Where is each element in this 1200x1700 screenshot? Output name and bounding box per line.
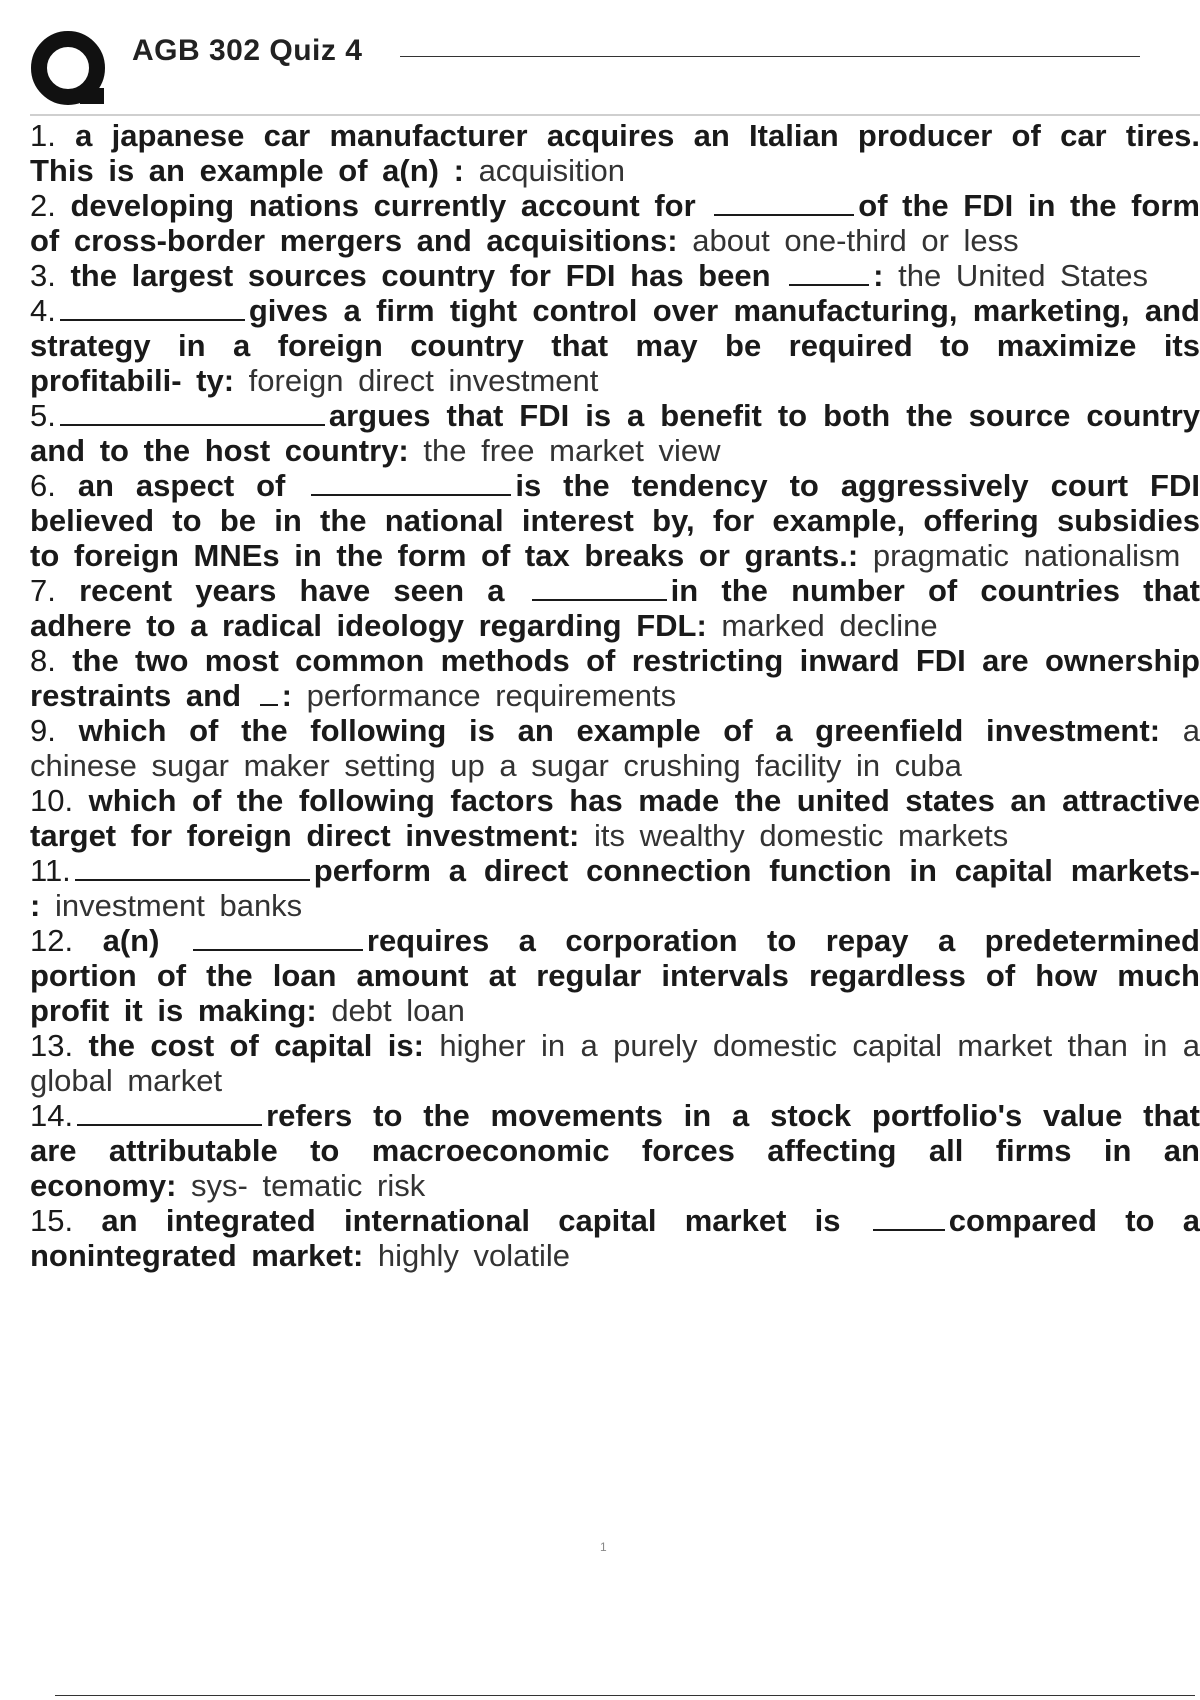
question-prompt: a japanese car manufacturer acquires an Italian producer of car tires. This is an example of a(n): [30, 118, 1200, 188]
question-prompt: recent years have seen a: [79, 573, 505, 608]
question-item: [30, 923, 1200, 1028]
document-title: AGB 302 Quiz 4: [132, 34, 363, 67]
question-number: 4.: [30, 293, 56, 328]
question-answer: debt loan: [331, 993, 465, 1028]
answer-blank: [311, 470, 511, 496]
answer-blank: [714, 190, 854, 216]
question-number: 1.: [30, 118, 56, 153]
question-number: 11.: [30, 853, 71, 888]
question-item: [30, 293, 1200, 398]
question-item: [30, 398, 1200, 468]
question-number: 8.: [30, 643, 56, 678]
question-prompt-end: :: [873, 258, 884, 293]
question-item: [30, 713, 1200, 783]
footer-rule: [55, 1695, 1195, 1696]
question-item: [30, 853, 1200, 923]
question-prompt: the largest sources country for FDI has been: [70, 258, 771, 293]
question-answer: about one-third or less: [692, 223, 1019, 258]
question-answer: its wealthy domestic markets: [593, 818, 1009, 853]
answer-blank: [260, 680, 278, 706]
question-prompt: which of the following is an example of a greenfield investment:: [78, 713, 1161, 748]
question-answer: performance requirements: [306, 678, 677, 713]
question-number: 7.: [30, 573, 56, 608]
quizlet-logo-icon: [28, 28, 112, 112]
question-answer: the free market view: [423, 433, 721, 468]
question-number: 15.: [30, 1203, 74, 1238]
question-number: 13.: [30, 1028, 74, 1063]
question-prompt-end: perform a direct connection function in capital markets- :: [30, 853, 1200, 923]
question-item: [30, 1028, 1200, 1098]
question-number: 2.: [30, 188, 56, 223]
answer-blank: [193, 925, 363, 951]
question-answer: acquisition: [478, 153, 626, 188]
answer-blank: [77, 1100, 262, 1126]
question-prompt: the two most common methods of restricting inward FDI are ownership restraints and: [30, 643, 1200, 713]
question-prompt: an integrated international capital market is: [101, 1203, 841, 1238]
question-item: [30, 573, 1200, 643]
question-prompt-end: requires a corporation to repay a predetermined portion of the loan amount at regular intervals regardless of how much profit it is making:: [30, 923, 1200, 1028]
answer-blank: [60, 400, 325, 426]
question-answer: the United States: [898, 258, 1148, 293]
answer-blank: [75, 855, 310, 881]
header-divider: [30, 114, 1200, 116]
question-answer: foreign direct investment: [248, 363, 599, 398]
question-list: [30, 118, 1200, 1273]
question-item: [30, 188, 1200, 258]
question-prompt-end: gives a firm tight control over manufacturing, marketing, and strategy in a foreign country that may be required to maximize its profitabili- ty:: [30, 293, 1200, 398]
answer-blank: [873, 1205, 945, 1231]
answer-blank: [789, 260, 869, 286]
question-number: 12.: [30, 923, 74, 958]
question-number: 9.: [30, 713, 56, 748]
question-prompt-end: in the number of countries that adhere to a radical ideology regarding FDL:: [30, 573, 1200, 643]
question-prompt-end: refers to the movements in a stock portfolio's value that are attributable to macroeconomic forces affecting all firms in an economy:: [30, 1098, 1200, 1203]
question-item: [30, 643, 1200, 713]
question-prompt: an aspect of: [77, 468, 286, 503]
question-answer: sys- tematic risk: [191, 1168, 426, 1203]
question-number: 3.: [30, 258, 56, 293]
question-number: 14.: [30, 1098, 74, 1133]
question-prompt-end: is the tendency to aggressively court FDI believed to be in the national interest by, for example, offering subsidies to foreign MNEs in the form of tax breaks or grants.:: [30, 468, 1200, 573]
question-item: [30, 258, 1200, 293]
question-item: [30, 1203, 1200, 1273]
question-answer: a chinese sugar maker setting up a sugar crushing facility in cuba: [30, 713, 1200, 783]
question-answer: highly volatile: [377, 1238, 571, 1273]
page-number: 1: [600, 1540, 607, 1554]
answer-blank: [60, 295, 245, 321]
question-number: 5.: [30, 398, 56, 433]
question-item: [30, 118, 1200, 188]
question-number: 6.: [30, 468, 56, 503]
question-answer: higher in a purely domestic capital market than in a global market: [30, 1028, 1200, 1098]
question-item: [30, 783, 1200, 853]
question-number: 10.: [30, 783, 74, 818]
question-prompt: which of the following factors has made the united states an attractive target for foreign direct investment:: [30, 783, 1200, 853]
title-rule: [400, 56, 1140, 57]
question-answer: marked decline: [721, 608, 938, 643]
question-prompt: the cost of capital is:: [88, 1028, 424, 1063]
question-item: [30, 468, 1200, 573]
question-prompt-end: of the FDI in the form of cross-border mergers and acquisitions:: [30, 188, 1200, 258]
question-prompt: developing nations currently account for: [70, 188, 696, 223]
question-prompt-end: :: [281, 678, 292, 713]
question-prompt: a(n): [102, 923, 160, 958]
question-answer: pragmatic nationalism: [872, 538, 1181, 573]
question-answer: investment banks: [54, 888, 303, 923]
question-prompt-end: :: [453, 153, 464, 188]
question-item: [30, 1098, 1200, 1203]
question-prompt-end: compared to a nonintegrated market:: [30, 1203, 1200, 1273]
question-prompt-end: argues that FDI is a benefit to both the source country and to the host country:: [30, 398, 1200, 468]
answer-blank: [532, 575, 667, 601]
